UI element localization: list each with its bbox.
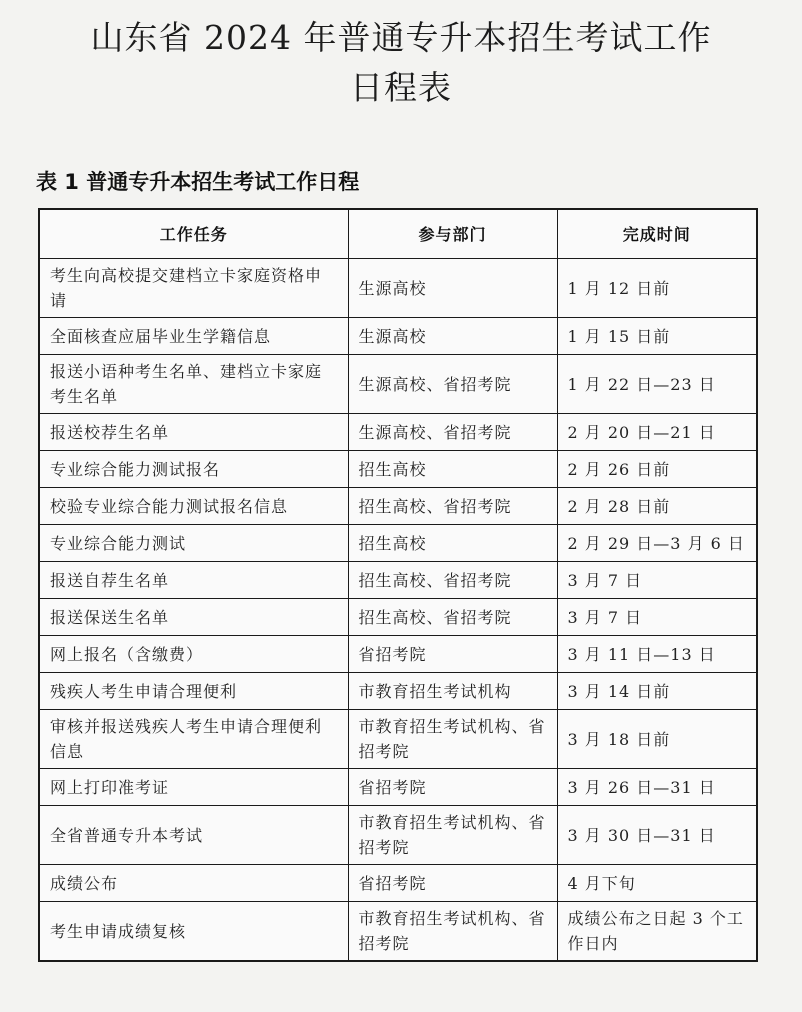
deadline-cell: 2 月 20 日—21 日 [557, 414, 757, 451]
task-cell: 网上报名（含缴费） [39, 636, 348, 673]
table-row [39, 599, 757, 636]
schedule-table [38, 208, 758, 962]
department-cell: 生源高校 [348, 259, 557, 318]
deadline-cell: 2 月 26 日前 [557, 451, 757, 488]
task-cell: 全省普通专升本考试 [39, 806, 348, 865]
header-task: 工作任务 [39, 209, 348, 259]
table-row [39, 318, 757, 355]
task-cell: 全面核查应届毕业生学籍信息 [39, 318, 348, 355]
deadline-cell: 3 月 7 日 [557, 562, 757, 599]
department-cell: 市教育招生考试机构 [348, 673, 557, 710]
deadline-cell: 4 月下旬 [557, 865, 757, 902]
department-cell: 省招考院 [348, 636, 557, 673]
department-cell: 省招考院 [348, 865, 557, 902]
deadline-cell: 3 月 18 日前 [557, 710, 757, 769]
header-deadline: 完成时间 [557, 209, 757, 259]
deadline-cell: 2 月 29 日—3 月 6 日 [557, 525, 757, 562]
task-cell: 报送小语种考生名单、建档立卡家庭考生名单 [39, 355, 348, 414]
table-row [39, 806, 757, 865]
task-cell: 成绩公布 [39, 865, 348, 902]
task-cell: 残疾人考生申请合理便利 [39, 673, 348, 710]
deadline-cell: 3 月 30 日—31 日 [557, 806, 757, 865]
table-row [39, 865, 757, 902]
task-cell: 报送自荐生名单 [39, 562, 348, 599]
department-cell: 生源高校 [348, 318, 557, 355]
department-cell: 省招考院 [348, 769, 557, 806]
table-row [39, 902, 757, 962]
task-cell: 网上打印准考证 [39, 769, 348, 806]
department-cell: 招生高校、省招考院 [348, 562, 557, 599]
department-cell: 招生高校 [348, 525, 557, 562]
task-cell: 考生申请成绩复核 [39, 902, 348, 962]
table-body [39, 259, 757, 962]
document-title-line-2: 日程表 [350, 68, 452, 107]
department-cell: 市教育招生考试机构、省招考院 [348, 806, 557, 865]
deadline-cell: 1 月 22 日—23 日 [557, 355, 757, 414]
department-cell: 招生高校、省招考院 [348, 488, 557, 525]
task-cell: 报送保送生名单 [39, 599, 348, 636]
deadline-cell: 1 月 12 日前 [557, 259, 757, 318]
table-row [39, 673, 757, 710]
task-cell: 专业综合能力测试 [39, 525, 348, 562]
deadline-cell: 成绩公布之日起 3 个工作日内 [557, 902, 757, 962]
task-cell: 专业综合能力测试报名 [39, 451, 348, 488]
table-row [39, 769, 757, 806]
table-row [39, 710, 757, 769]
table-row [39, 355, 757, 414]
department-cell: 招生高校、省招考院 [348, 599, 557, 636]
department-cell: 市教育招生考试机构、省招考院 [348, 710, 557, 769]
task-cell: 报送校荐生名单 [39, 414, 348, 451]
document-title-line-1: 山东省 2024 年普通专升本招生考试工作 [90, 18, 712, 57]
header-department: 参与部门 [348, 209, 557, 259]
deadline-cell: 3 月 14 日前 [557, 673, 757, 710]
deadline-cell: 2 月 28 日前 [557, 488, 757, 525]
table-row [39, 451, 757, 488]
deadline-cell: 3 月 26 日—31 日 [557, 769, 757, 806]
table-caption: 表 1 普通专升本招生考试工作日程 [36, 170, 360, 194]
deadline-cell: 3 月 11 日—13 日 [557, 636, 757, 673]
department-cell: 市教育招生考试机构、省招考院 [348, 902, 557, 962]
deadline-cell: 3 月 7 日 [557, 599, 757, 636]
table-row [39, 562, 757, 599]
department-cell: 招生高校 [348, 451, 557, 488]
task-cell: 考生向高校提交建档立卡家庭资格申请 [39, 259, 348, 318]
deadline-cell: 1 月 15 日前 [557, 318, 757, 355]
table-row [39, 636, 757, 673]
department-cell: 生源高校、省招考院 [348, 355, 557, 414]
task-cell: 审核并报送残疾人考生申请合理便利信息 [39, 710, 348, 769]
department-cell: 生源高校、省招考院 [348, 414, 557, 451]
table-header-row [39, 209, 757, 259]
task-cell: 校验专业综合能力测试报名信息 [39, 488, 348, 525]
table-row [39, 414, 757, 451]
table-row [39, 259, 757, 318]
table-row [39, 488, 757, 525]
table-row [39, 525, 757, 562]
